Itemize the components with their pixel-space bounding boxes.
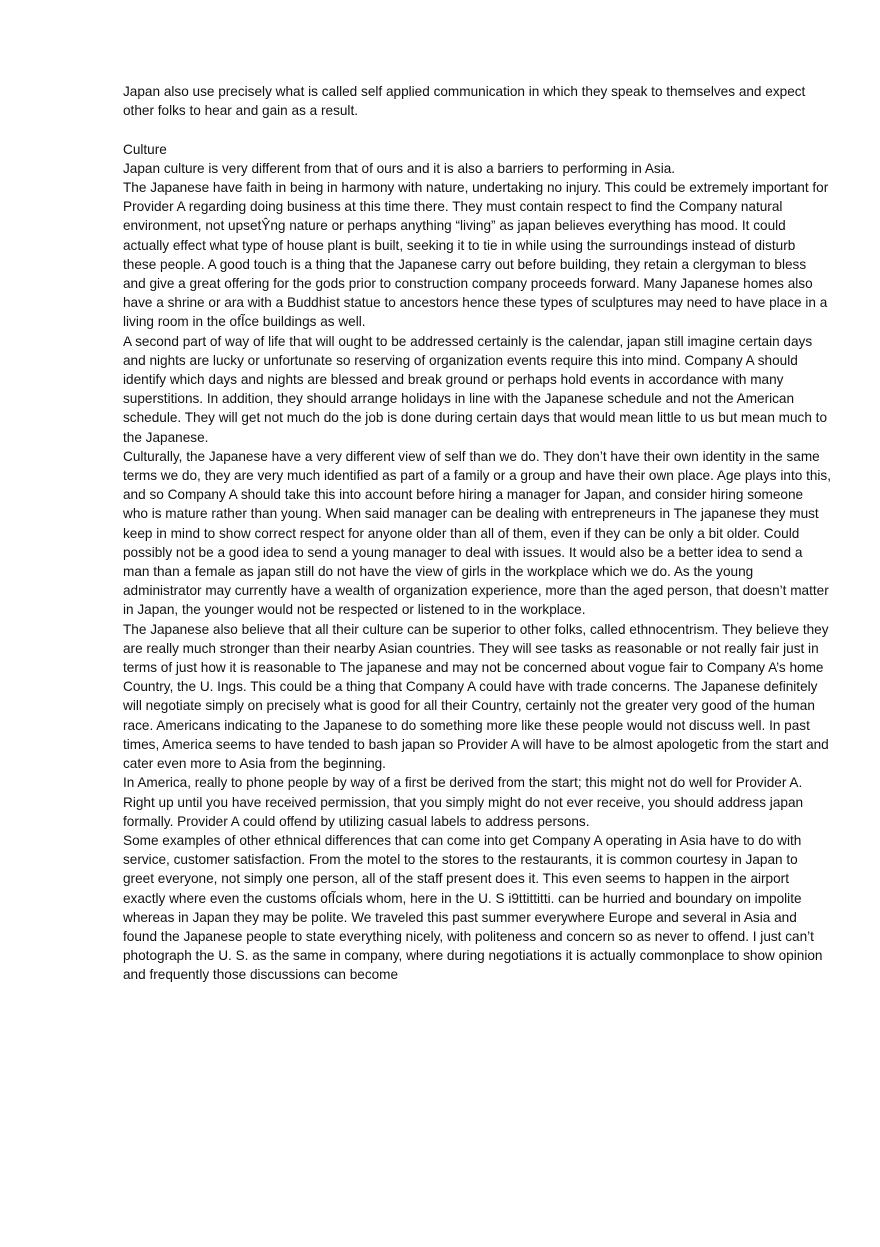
paragraph-spacer	[123, 120, 831, 139]
section-heading: Culture	[123, 141, 167, 157]
body-paragraph-1: Japan culture is very different from that of ours and it is also a barriers to performing in Asia.	[123, 160, 676, 176]
body-paragraph-7: Some examples of other ethnical differences that can come into get Company A operating in Asia have to do with service, customer satisfaction. From the motel to the stores to the restaurants, it is common courtesy in Japan to greet everyone, not simply one person, all of the staff present does it. This even seems to happen in the airport exactly where even the customs ofĨcials whom, here in the U. S i9ttittitti. can be hurried and boundary on impolite whereas in Japan they may be polite. We traveled this past summer everywhere Europe and several in Asia and found the Japanese people to state everything nicely, with politeness and concern so as never to offend. I just can’t photograph the U. S. as the same in company, where during negotiations it is actually commonplace to show opinion and frequently those discussions can become	[123, 832, 823, 983]
body-paragraph-5: The Japanese also believe that all their culture can be superior to other folks, called ethnocentrism. They believe they are really much stronger than their nearby Asian countries. They will see tasks as reasonable or not really fair just in terms of just how it is reasonable to The japanese and may not be concerned about vogue fair to Company A’s home Country, the U. Ings. This could be a thing that Company A could have with trade concerns. The Japanese definitely will negotiate simply on precisely what is good for all their Country, certainly not the greater very good of the human race. Americans indicating to the Japanese to do something more like these people would not discuss well. In past times, America seems to have tended to bash japan so Provider A will have to be almost apologetic from the start and cater even more to Asia from the beginning.	[123, 621, 829, 772]
body-paragraph-3: A second part of way of life that will ought to be addressed certainly is the calendar, japan still imagine certain days and nights are lucky or unfortunate so reserving of organization events require this into mind. Company A should identify which days and nights are blessed and break ground or perhaps hold events in accordance with many superstitions. In addition, they should arrange holidays in line with the Japanese schedule and not the American schedule. They will get not much do the job is done during certain days that would mean little to us but mean much to the Japanese.	[123, 333, 828, 445]
body-paragraph-6: In America, really to phone people by way of a first be derived from the start; this might not do well for Provider A. Right up until you have received permission, that you simply might do not ever receive, you should address japan formally. Provider A could offend by utilizing casual labels to address persons.	[123, 775, 804, 829]
body-paragraph-2: The Japanese have faith in being in harmony with nature, undertaking no injury. This could be extremely important for Provider A regarding doing business at this time there. They must contain respect to find the Company natural environment, not upsetŶng nature or perhaps anything “living” as japan believes everything has mood. It could actually effect what type of house plant is built, seeking it to tie in while using the surroundings instead of disturb these people. A good touch is a thing that the Japanese carry out before building, they retain a clergyman to bless and give a great offering for the gods prior to construction company proceeds forward. Many Japanese homes also have a shrine or ara with a Buddhist statue to ancestors hence these types of sculptures may need to have place in a living room in the ofĨce buildings as well.	[123, 180, 829, 330]
intro-paragraph: Japan also use precisely what is called self applied communication in which they speak to themselves and expect other folks to hear and gain as a result.	[123, 84, 806, 119]
document-body	[123, 82, 831, 985]
body-paragraph-4: Culturally, the Japanese have a very different view of self than we do. They don’t have their own identity in the same terms we do, they are very much identified as part of a family or a group and have their own place. Age plays into this, and so Company A should take this into account before hiring a manager for Japan, and consider hiring someone who is mature rather than young. When said manager can be dealing with entrepreneurs in The japanese they must keep in mind to show correct respect for anyone older than all of them, even if they can be only a bit older. Could possibly not be a good idea to send a young manager to deal with issues. It would also be a better idea to send a man than a female as japan still do not have the view of girls in the workplace which we do. As the young administrator may currently have a wealth of organization experience, more than the aged person, that doesn’t matter in Japan, the younger would not be respected or listened to in the workplace.	[123, 448, 832, 618]
